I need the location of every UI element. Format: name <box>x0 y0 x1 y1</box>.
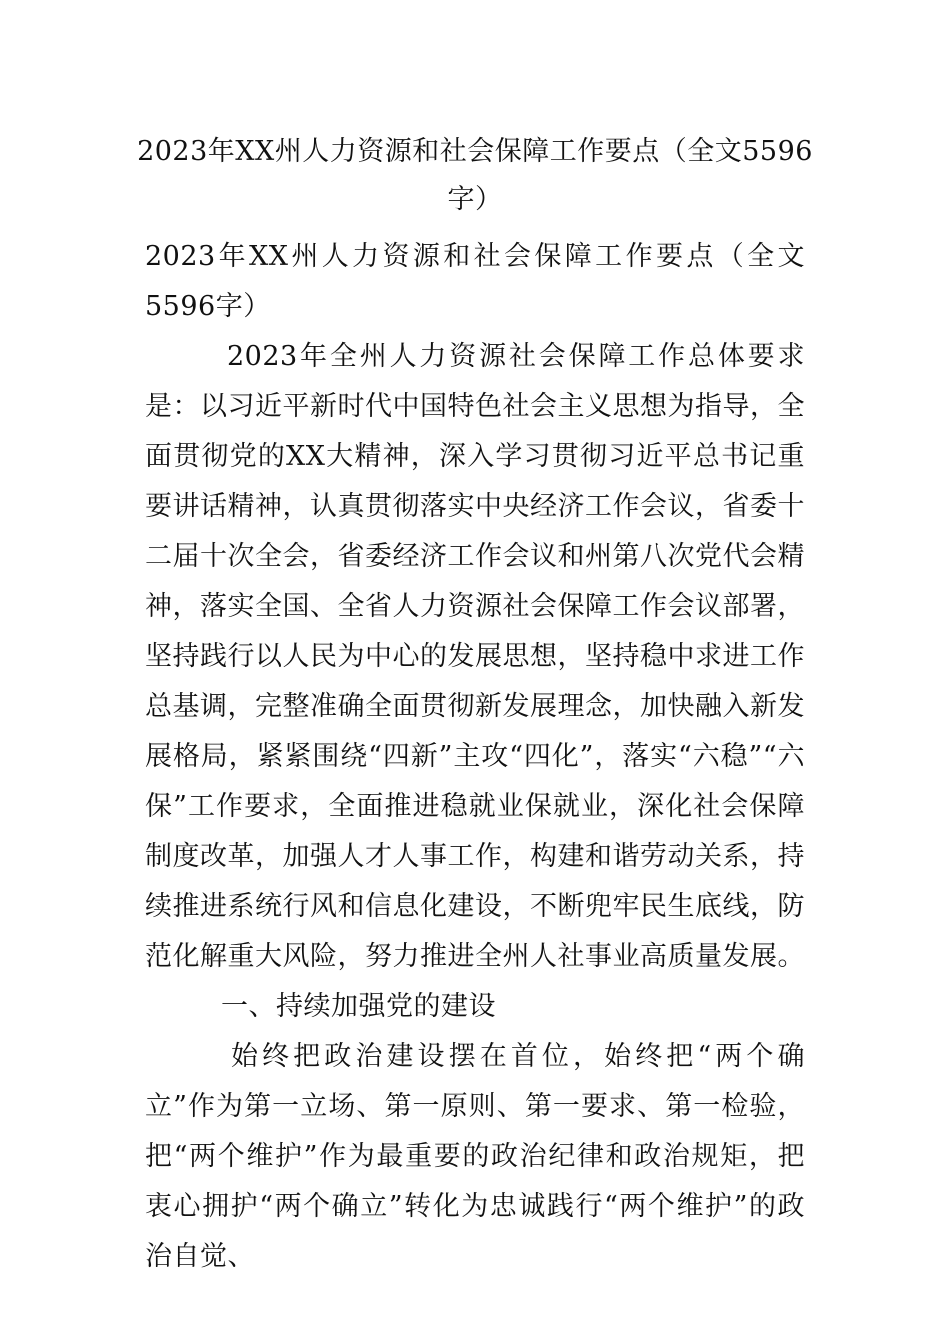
section-heading: 一、持续加强党的建设 <box>221 991 496 1022</box>
document-body <box>145 232 805 1282</box>
document-title: 2023年XX州人力资源和社会保障工作要点（全文5596字） <box>137 136 813 215</box>
party-building-paragraph: 始终把政治建设摆在首位，始终把“两个确立”作为第一立场、第一原则、第一要求、第一检验，把“两个维护”作为最重要的政治纪律和政治规矩，把衷心拥护“两个确立”转化为忠诚践行“两个维护”的政治自觉、 <box>145 1041 805 1272</box>
repeated-title-paragraph: 2023年XX州人力资源和社会保障工作要点（全文5596字） <box>145 241 805 322</box>
general-requirements-paragraph: 2023年全州人力资源社会保障工作总体要求是：以习近平新时代中国特色社会主义思想为指导，全面贯彻党的XX大精神，深入学习贯彻习近平总书记重要讲话精神，认真贯彻落实中央经济工作会议，省委十二届十次全会，省委经济工作会议和州第八次党代会精神，落实全国、全省人力资源社会保障工作会议部署，坚持践行以人民为中心的发展思想，坚持稳中求进工作总基调，完整准确全面贯彻新发展理念，加快融入新发展格局，紧紧围绕“四新”主攻“四化”，落实“六稳”“六保”工作要求，全面推进稳就业保就业，深化社会保障制度改革，加强人才人事工作，构建和谐劳动关系，持续推进系统行风和信息化建设，不断兜牢民生底线，防范化解重大风险，努力推进全州人社事业高质量发展。 <box>145 341 805 972</box>
